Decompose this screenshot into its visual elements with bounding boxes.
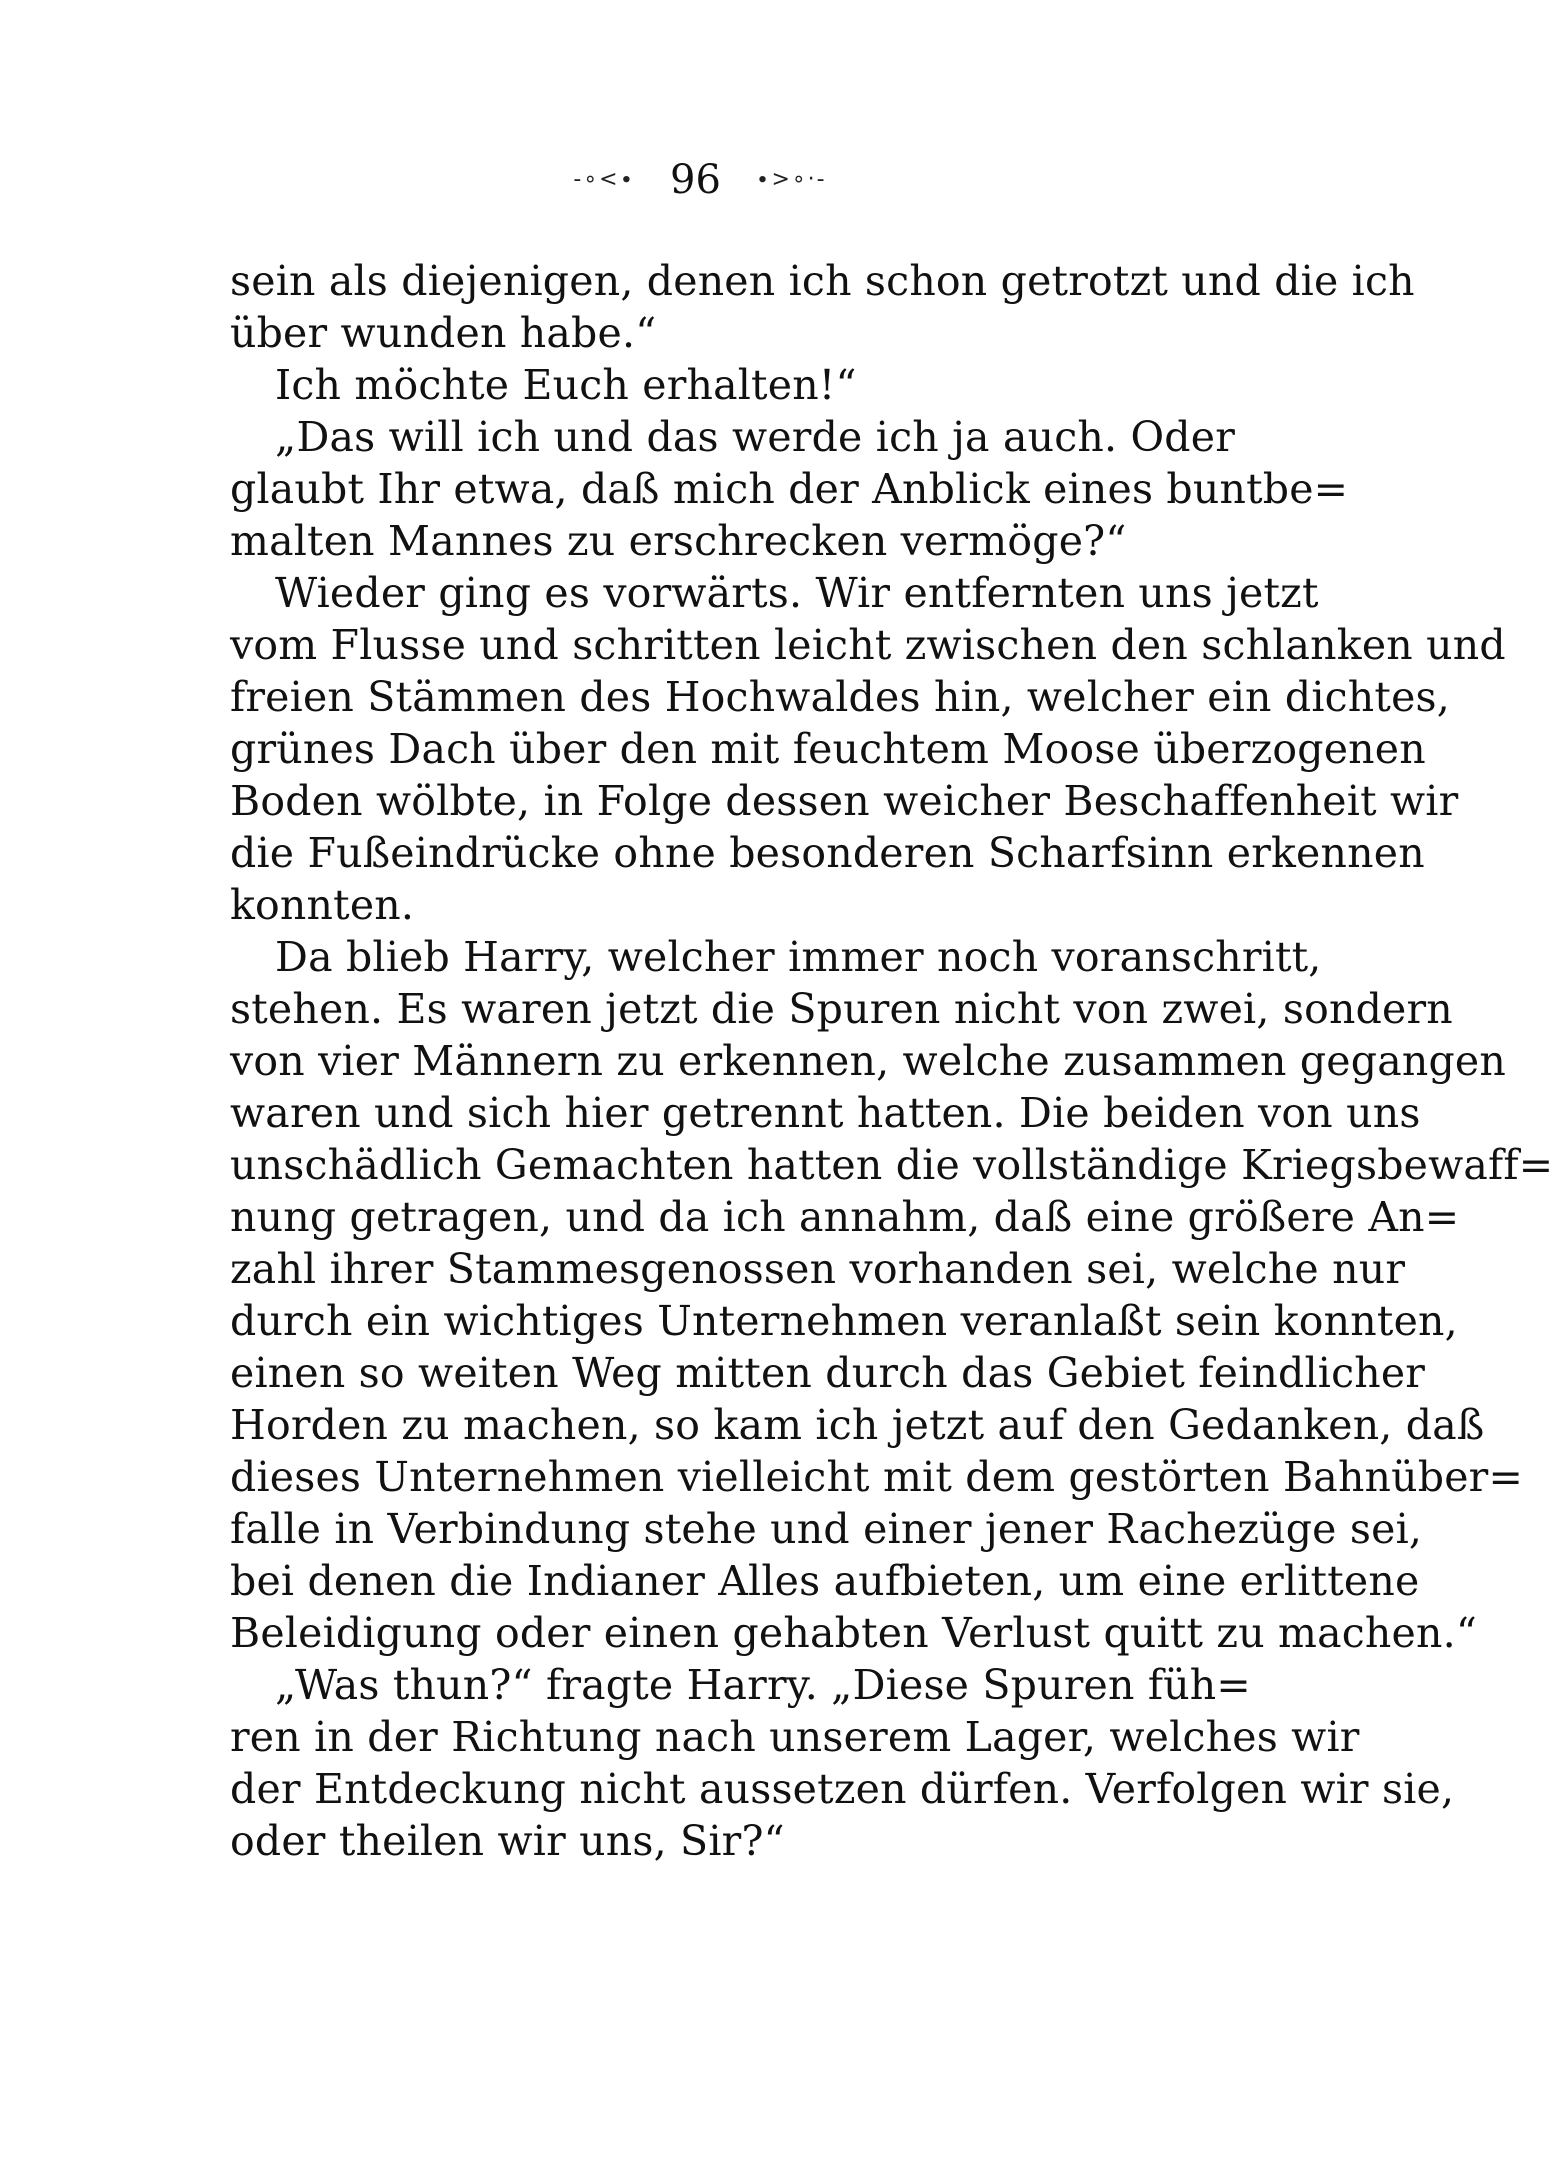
page-header <box>0 152 1400 205</box>
text-line: Beleidigung oder einen gehabten Verlust quitt zu machen.“ <box>230 1609 1477 1657</box>
text-line: Da blieb Harry, welcher immer noch voranschritt, <box>275 933 1322 981</box>
text-line: von vier Männern zu erkennen, welche zusammen gegangen <box>230 1037 1506 1085</box>
text-line: unschädlich Gemachten hatten die vollständige Kriegsbewaff= <box>230 1141 1553 1189</box>
text-line: grünes Dach über den mit feuchtem Moose überzogenen <box>230 725 1426 773</box>
text-line: konnten. <box>230 881 415 929</box>
left-ornament: -∘<∙ <box>573 167 636 192</box>
text-line: die Fußeindrücke ohne besonderen Scharfsinn erkennen <box>230 829 1425 877</box>
text-line: „Das will ich und das werde ich ja auch. Oder <box>275 413 1235 461</box>
text-line: waren und sich hier getrennt hatten. Die beiden von uns <box>230 1089 1421 1137</box>
text-line: ren in der Richtung nach unserem Lager, welches wir <box>230 1713 1360 1761</box>
text-line: stehen. Es waren jetzt die Spuren nicht von zwei, sondern <box>230 985 1453 1033</box>
text-line: Wieder ging es vorwärts. Wir entfernten uns jetzt <box>275 569 1319 617</box>
text-line: vom Flusse und schritten leicht zwischen den schlanken und <box>230 621 1506 669</box>
text-line: zahl ihrer Stammesgenossen vorhanden sei, welche nur <box>230 1245 1406 1293</box>
text-line: „Was thun?“ fragte Harry. „Diese Spuren füh= <box>275 1661 1251 1709</box>
text-line: freien Stämmen des Hochwaldes hin, welcher ein dichtes, <box>230 673 1451 721</box>
text-line: malten Mannes zu erschrecken vermöge?“ <box>230 517 1127 565</box>
text-line: sein als diejenigen, denen ich schon getrotzt und die ich <box>230 257 1415 305</box>
right-ornament: ∙>∘·- <box>755 167 827 192</box>
text-line: falle in Verbindung stehe und einer jener Rachezüge sei, <box>230 1505 1423 1553</box>
text-line: Horden zu machen, so kam ich jetzt auf den Gedanken, daß <box>230 1401 1485 1449</box>
text-line: nung getragen, und da ich annahm, daß eine größere An= <box>230 1193 1460 1241</box>
text-line: der Entdeckung nicht aussetzen dürfen. Verfolgen wir sie, <box>230 1765 1455 1813</box>
text-line: einen so weiten Weg mitten durch das Gebiet feindlicher <box>230 1349 1426 1397</box>
text-line: über wunden habe.“ <box>230 309 657 357</box>
page-number: 96 <box>670 157 721 203</box>
text-line: durch ein wichtiges Unternehmen veranlaßt sein konnten, <box>230 1297 1458 1345</box>
text-line: dieses Unternehmen vielleicht mit dem gestörten Bahnüber= <box>230 1453 1524 1501</box>
text-line: glaubt Ihr etwa, daß mich der Anblick eines buntbe= <box>230 465 1349 513</box>
text-line: Ich möchte Euch erhalten!“ <box>275 361 857 409</box>
text-line: oder theilen wir uns, Sir?“ <box>230 1817 785 1865</box>
text-line: bei denen die Indianer Alles aufbieten, um eine erlittene <box>230 1557 1420 1605</box>
text-line: Boden wölbte, in Folge dessen weicher Beschaffenheit wir <box>230 777 1459 825</box>
